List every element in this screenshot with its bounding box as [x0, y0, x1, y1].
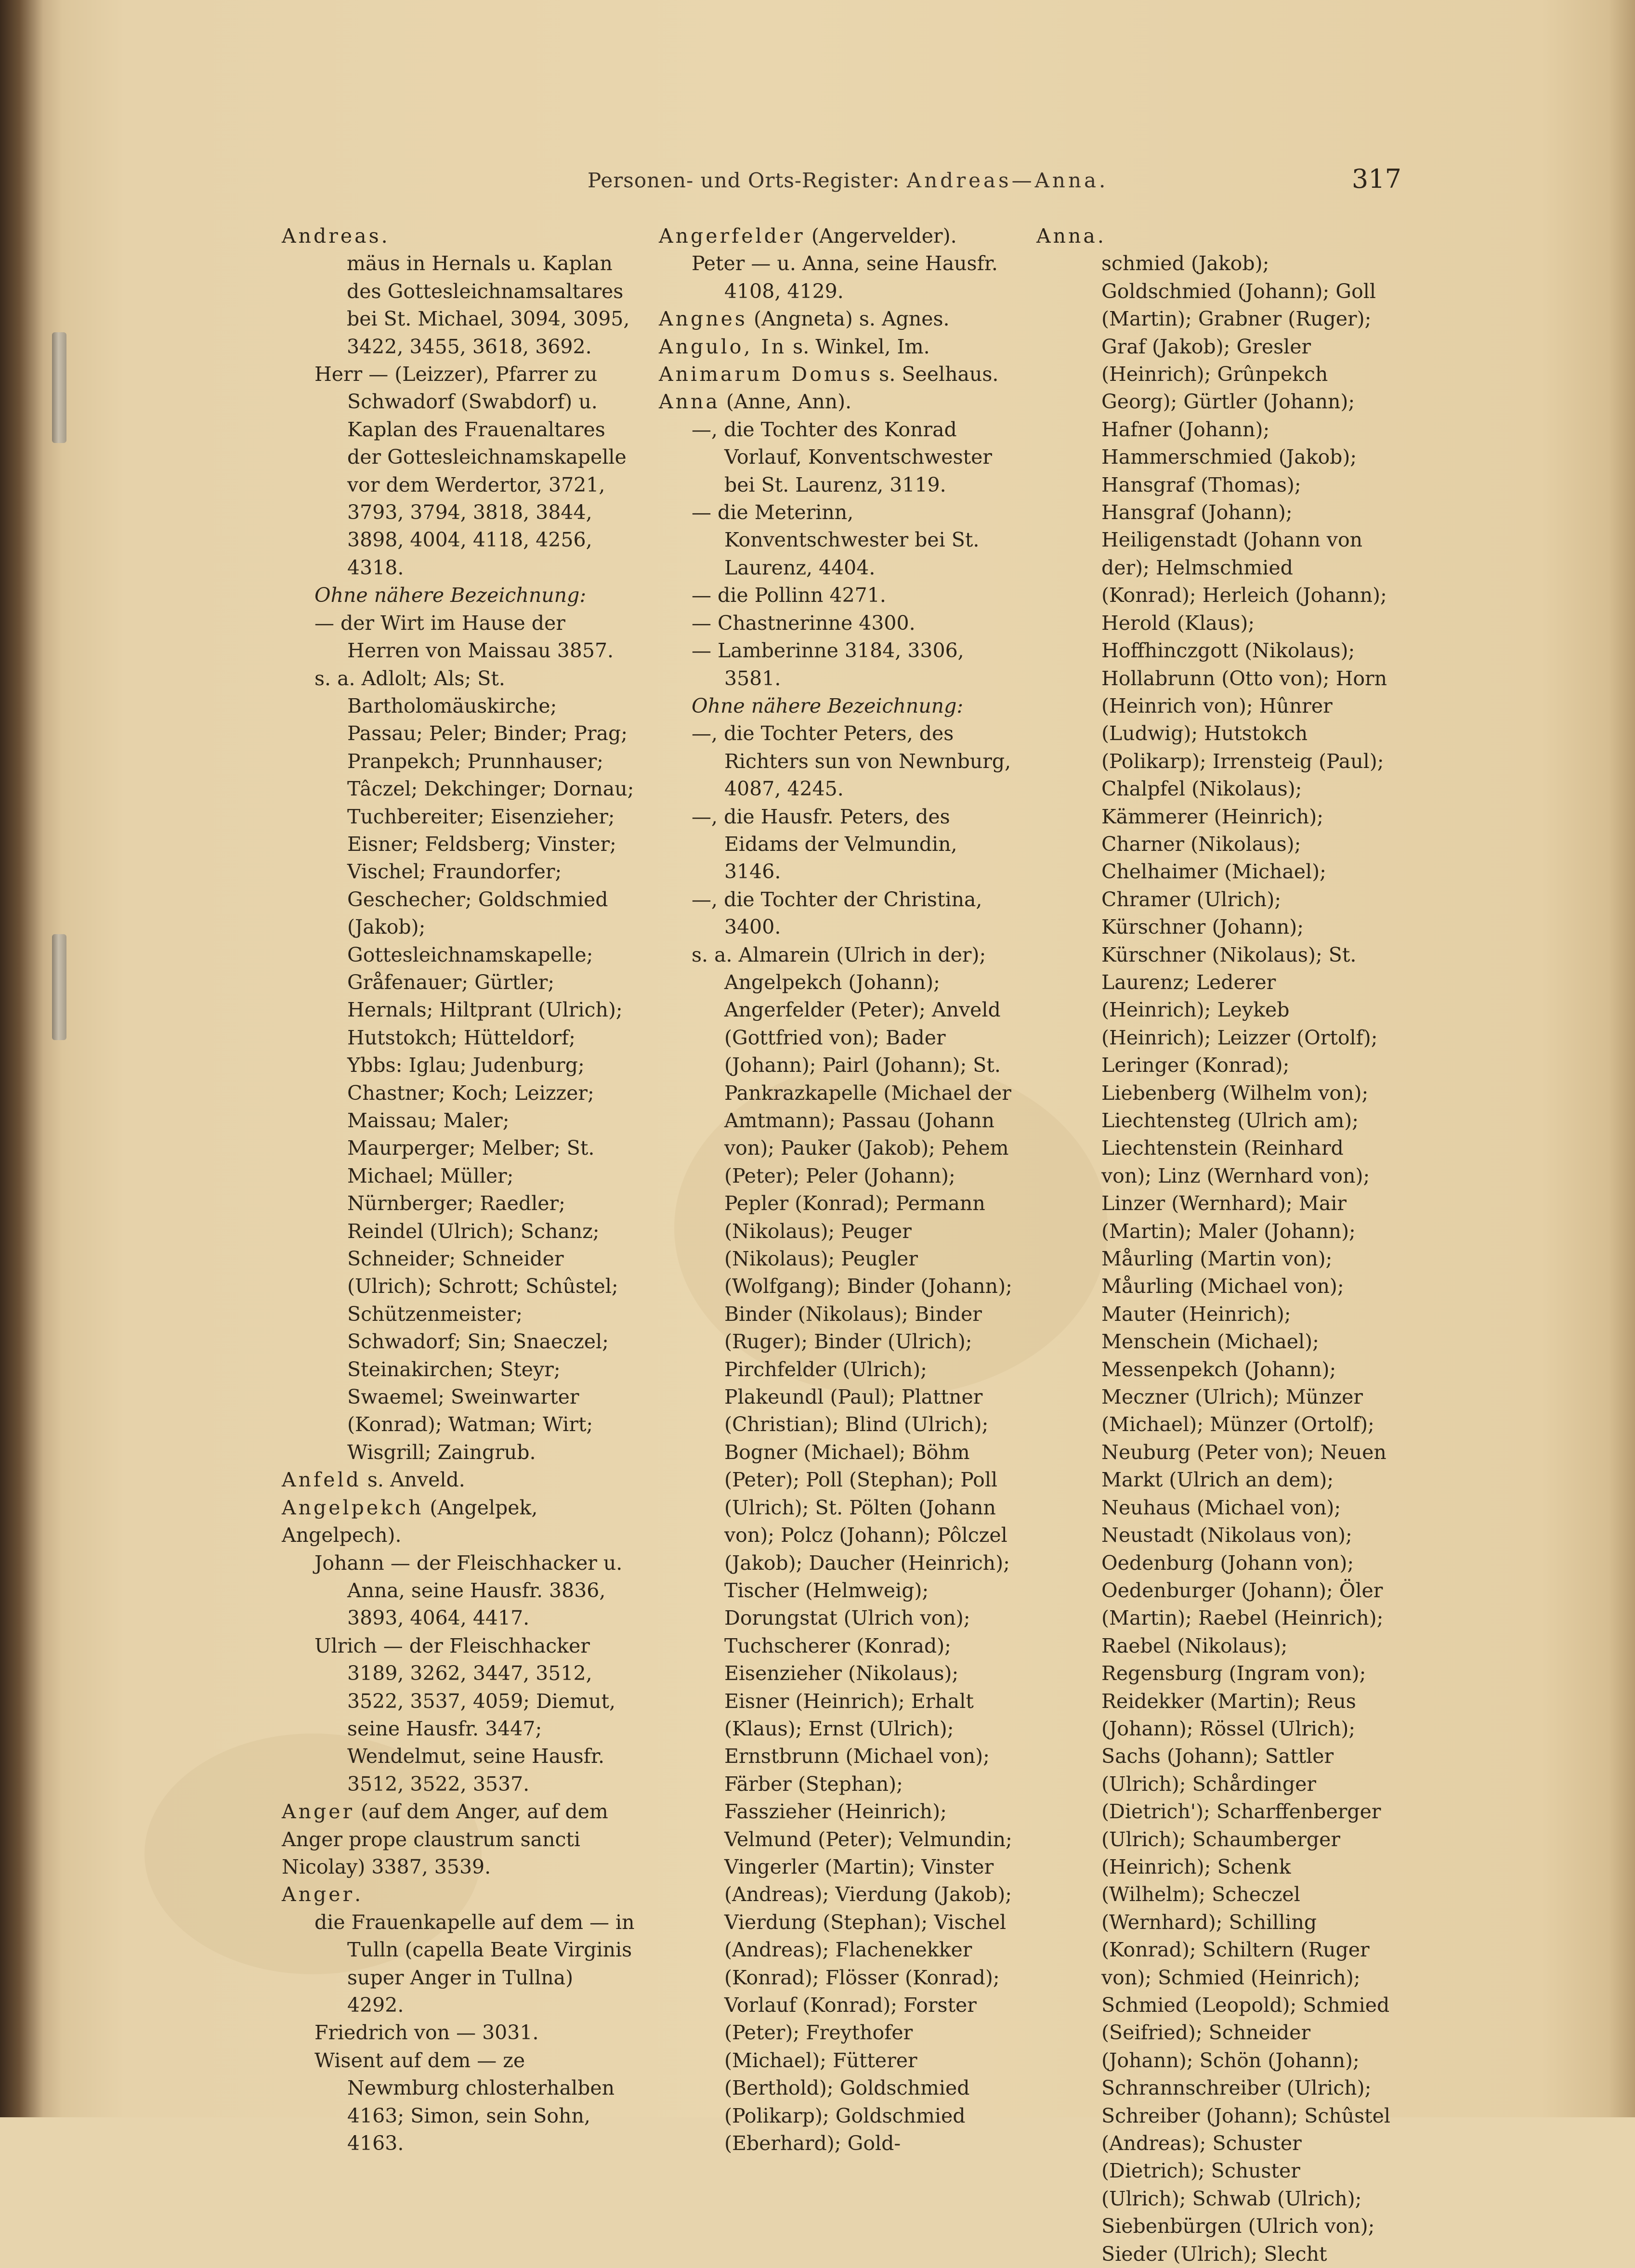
register-entry: — Chastnerinne 4300. — [692, 611, 916, 635]
headword-key: Angelpekch — [282, 1496, 424, 1519]
binding-staple — [52, 332, 66, 443]
register-entry: — Lamberinne 3184, 3306, 3581. — [692, 639, 964, 690]
headword-key: Anfeld — [282, 1468, 361, 1492]
register-entry: Johann — der Fleischhacker u. Anna, seine Hausfr. 3836, 3893, 4064, 4417. — [314, 1551, 623, 1630]
headword-rest: (Angelpek, Angelpech). — [282, 1496, 538, 1547]
register-headword — [659, 222, 1015, 250]
headword-key: Andreas. — [282, 224, 390, 248]
register-entry: Wisent auf dem — ze Newmburg chlosterhalben 4163; Simon, sein Sohn, 4163. — [314, 2048, 615, 2155]
headword-rest: (auf dem Anger, auf dem Anger prope claustrum sancti Nicolay) 3387, 3539. — [282, 1800, 608, 1878]
register-entry: —, die Tochter der Christina, 3400. — [692, 887, 982, 939]
register-headword — [282, 222, 636, 250]
headword-rest: . — [354, 1883, 361, 1906]
register-column-3 — [1036, 222, 1390, 2268]
register-headword — [1036, 222, 1390, 250]
headword-key: Angulo, In — [659, 335, 787, 358]
register-entry: — die Pollinn 4271. — [692, 584, 886, 607]
register-headword — [282, 1494, 636, 1550]
register-headword — [659, 361, 1015, 388]
register-continuation: mäus in Hernals u. Kaplan des Gottesleichnamsaltares bei St. Michael, 3094, 3095, 3422, 3455, 3618, 3692. — [347, 252, 630, 358]
register-subheading: Ohne nähere Bezeichnung: — [314, 584, 587, 607]
headword-rest: s. Winkel, Im. — [786, 335, 930, 358]
register-headword — [282, 1881, 636, 1908]
running-header — [588, 169, 1406, 192]
headword-key: Anger — [282, 1800, 355, 1824]
headword-rest: s. Anveld. — [361, 1468, 465, 1492]
register-entry: s. a. Almarein (Ulrich in der); Angelpekch (Johann); Angerfelder (Peter); Anveld (Gottfried von); Bader (Johann); Pairl (Johann); St. Pankrazkapelle (Michael der Amtmann); Passau (Johann von); Pauker (Jakob); Pehem (Peter); Peler (Johann); Pepler (Konrad); Permann (Nikolaus); Peuger (Nikolaus); Peugler (Wolfgang); Binder (Johann); Binder (Nikolaus); Binder (Ruger); Binder (Ulrich); Pirchfelder (Ulrich); Plakeundl (Paul); Plattner (Christian); Blind (Ulrich); Bogner (Michael); Böhm (Peter); Poll (Stephan); Poll (Ulrich); St. Pölten (Johann von); Polcz (Johann); Pôlczel (Jakob); Daucher (Heinrich); Tischer (Helmweig); Dorungstat (Ulrich von); Tuchscherer (Konrad); Eisenzieher (Nikolaus); Eisner (Heinrich); Erhalt (Klaus); Ernst (Ulrich); Ernstbrunn (Michael von); Färber (Stephan); Fasszieher (Heinrich); Velmund (Peter); Velmundin; Vingerler (Martin); Vinster (Andreas); Vierdung (Jakob); Vierdung (Stephan); Vischel (Andreas); Flachenekker (Konrad); Flösser (Konrad); Vorlauf (Konrad); Forster (Peter); Freythofer (Michael); Fütterer (Berthold); Goldschmied (Polikarp); Goldschmied (Eberhard); Gold- — [692, 943, 1012, 2155]
header-range: Andreas—Anna. — [906, 169, 1109, 192]
register-entry: Friedrich von — 3031. — [314, 2021, 539, 2045]
register-column-2 — [659, 222, 1015, 2157]
headword-rest: s. Seelhaus. — [873, 363, 999, 386]
register-headword — [282, 1798, 636, 1881]
register-headword — [282, 1466, 636, 1494]
register-headword — [659, 305, 1015, 333]
register-continuation: schmied (Jakob); Goldschmied (Johann); Goll (Martin); Grabner (Ruger); Graf (Jakob); Gresler (Heinrich); Grûnpekch Georg); Gürtler (Johann); Hafner (Johann); Hammerschmied (Jakob); Hansgraf (Thomas); Hansgraf (Johann); Heiligenstadt (Johann von der); Helmschmied (Konrad); Herleich (Johann); Herold (Klaus); Hoffhinczgott (Nikolaus); Hollabrunn (Otto von); Horn (Heinrich von); Hûnrer (Ludwig); Hutstokch (Polikarp); Irrensteig (Paul); Chalpfel (Nikolaus); Kämmerer (Heinrich); Charner (Nikolaus); Chelhaimer (Michael); Chramer (Ulrich); Kürschner (Johann); Kürschner (Nikolaus); St. Laurenz; Lederer (Heinrich); Leykeb (Heinrich); Leizzer (Ortolf); Leringer (Konrad); Liebenberg (Wilhelm von); Liechtensteg (Ulrich am); Liechtenstein (Reinhard von); Linz (Wernhard von); Linzer (Wernhard); Mair (Martin); Maler (Johann); Måurling (Martin von); Måurling (Michael von); Mauter (Heinrich); Menschein (Michael); Messenpekch (Johann); Meczner (Ulrich); Münzer (Michael); Münzer (Ortolf); Neuburg (Peter von); Neuen Markt (Ulrich an dem); Neuhaus (Michael von); Neustadt (Nikolaus von); Oedenburg (Johann von); Oedenburger (Johann); Öler (Martin); Raebel (Heinrich); Raebel (Nikolaus); Regensburg (Ingram von); Reidekker (Martin); Reus (Johann); Rössel (Ulrich); Sachs (Johann); Sattler (Ulrich); Schårdinger (Dietrich'); Scharffenberger (Ulrich); Schaumberger (Heinrich); Schenk (Wilhelm); Scheczel (Wernhard); Schilling (Konrad); Schiltern (Ruger von); Schmied (Heinrich); Schmied (Leopold); Schmied (Seifried); Schneider (Johann); Schön (Johann); Schrannschreiber (Ulrich); Schreiber (Johann); Schûstel (Andreas); Schuster (Dietrich); Schuster (Ulrich); Schwab (Ulrich); Siebenbürgen (Ulrich von); Sieder (Ulrich); Slecht — [1101, 252, 1390, 2266]
headword-key: Anger — [282, 1883, 355, 1906]
headword-key: Angnes — [659, 307, 747, 331]
headword-key: Animarum Domus — [659, 363, 873, 386]
register-entry: — der Wirt im Hause der Herren von Maissau 3857. — [314, 611, 614, 663]
register-entry: —, die Tochter des Konrad Vorlauf, Konventschwester bei St. Laurenz, 3119. — [692, 417, 992, 496]
page-number: 317 — [1351, 164, 1401, 194]
register-entry: Ulrich — der Fleischhacker 3189, 3262, 3447, 3512, 3522, 3537, 4059; Diemut, seine Hausfr. 3447; Wendelmut, seine Hausfr. 3512, 3522, 3537. — [314, 1634, 616, 1796]
register-entry: Herr — (Leizzer), Pfarrer zu Schwadorf (Swabdorf) u. Kaplan des Frauenaltares der Gottesleichnamskapelle vor dem Werdertor, 3721, 3793, 3794, 3818, 3844, 3898, 4004, 4118, 4256, 4318. — [314, 363, 627, 579]
register-subheading: Ohne nähere Bezeichnung: — [692, 694, 964, 717]
headword-rest: (Angervelder). — [805, 224, 957, 248]
headword-rest: (Anne, Ann). — [719, 390, 852, 414]
register-entry: s. a. Adlolt; Als; St. Bartholomäuskirche; Passau; Peler; Binder; Prag; Pranpekch; Prunnhauser; Tâczel; Dekchinger; Dornau; Tuchbereiter; Eisenzieher; Eisner; Feldsberg; Vinster; Vischel; Fraundorfer; Geschecher; Goldschmied (Jakob); Gottesleichnamskapelle; Gråfenauer; Gürtler; Hernals; Hiltprant (Ulrich); Hutstokch; Hütteldorf; Ybbs: Iglau; Judenburg; Chastner; Koch; Leizzer; Maissau; Maler; Maurperger; Melber; St. Michael; Müller; Nürnberger; Raedler; Reindel (Ulrich); Schanz; Schneider; Schneider (Ulrich); Schrott; Schûstel; Schützenmeister; Schwadorf; Sin; Snaeczel; Steinakirchen; Steyr; Swaemel; Sweinwarter (Konrad); Watman; Wirt; Wisgrill; Zaingrub. — [314, 666, 634, 1464]
register-entry: —, die Hausfr. Peters, des Eidams der Velmundin, 3146. — [692, 805, 957, 884]
headword-key: Anna — [659, 390, 720, 414]
headword-key: Anna. — [1036, 224, 1106, 248]
register-entry: Peter — u. Anna, seine Hausfr. 4108, 4129. — [692, 252, 998, 303]
header-title: Personen- und Orts-Register: — [588, 169, 900, 192]
register-headword — [659, 333, 1015, 361]
register-entry: —, die Tochter Peters, des Richters sun von Newnburg, 4087, 4245. — [692, 722, 1011, 801]
binding-staple — [52, 934, 66, 1040]
headword-key: Angerfelder — [659, 224, 805, 248]
register-column-1 — [282, 222, 636, 2157]
register-headword — [659, 388, 1015, 416]
register-entry: die Frauenkapelle auf dem — in Tulln (capella Beate Virginis super Anger in Tullna) 4292. — [314, 1910, 635, 2017]
headword-rest: (Angneta) s. Agnes. — [747, 307, 950, 331]
register-entry: — die Meterinn, Konventschwester bei St. Laurenz, 4404. — [692, 501, 980, 579]
